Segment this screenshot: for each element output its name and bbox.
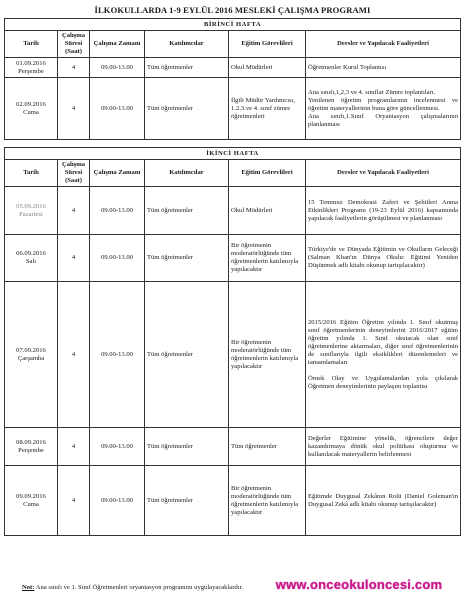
header-zaman: Çalışma Zamanı <box>90 31 145 58</box>
trainer-cell: İlgili Müdür Yardımcısı, 1.2.3.ve 4. sınıf zümre öğretmenleri <box>229 78 306 140</box>
activity-text: Öğretmenler Kurul Toplantısı <box>308 63 387 71</box>
table-row <box>5 282 461 428</box>
hours-cell: 4 <box>58 235 90 282</box>
table-row <box>5 78 461 140</box>
hours-cell: 4 <box>58 78 90 140</box>
day-text: Pazartesi <box>19 210 43 218</box>
hours-cell: 4 <box>58 428 90 466</box>
date-cell <box>5 187 58 235</box>
date-cell <box>5 428 58 466</box>
date-text: 05.09.2016 <box>16 202 46 210</box>
time-cell: 09.00-13.00 <box>90 58 145 78</box>
trainer-cell: Bir öğretmenin moderatörlüğünde tüm öğretmenlerin katılımıyla yapılacaktır <box>229 466 306 536</box>
date-text: 01.09.2016 <box>16 59 46 67</box>
trainer-cell: Okul Müdürleri <box>229 58 306 78</box>
header-sure: Çalışma Süresi (Saat) <box>58 31 90 58</box>
day-text: Cuma <box>23 500 39 508</box>
date-text: 07.09.2016 <box>16 346 46 354</box>
trainer-cell: Bir öğretmenin moderatörlüğünde tüm öğretmenlerin katılımıyla yapılacaktır <box>229 235 306 282</box>
day-text: Çarşamba <box>17 354 45 362</box>
trainer-cell: Okul Müdürleri <box>229 187 306 235</box>
table-row <box>5 235 461 282</box>
table-row <box>5 58 461 78</box>
activities-cell <box>306 78 461 140</box>
time-cell: 09.00-13.00 <box>90 282 145 428</box>
participants-cell: Tüm öğretmenler <box>145 428 229 466</box>
header-katilimcilar: Katılımcılar <box>145 160 229 187</box>
time-cell: 09.00-13.00 <box>90 466 145 536</box>
table-row <box>5 466 461 536</box>
activities-cell <box>306 235 461 282</box>
participants-cell: Tüm öğretmenler <box>145 466 229 536</box>
activities-cell <box>306 187 461 235</box>
activities-cell <box>306 282 461 428</box>
hours-cell: 4 <box>58 58 90 78</box>
date-text: 08.09.2016 <box>16 438 46 446</box>
day-text: Perşembe <box>18 67 44 75</box>
date-text: 09.09.2016 <box>16 492 46 500</box>
week-gap <box>5 140 461 148</box>
day-text: Perşembe <box>18 446 44 454</box>
trainer-cell: Tüm öğretmenler <box>229 428 306 466</box>
header-faaliyetler: Dersler ve Yapılacak Faaliyetleri <box>306 31 461 58</box>
footnote-label: Not: <box>22 584 35 591</box>
footnote-text: Ana sınıfı ve 1. Sınıf Öğretmenleri oryantasyon programını uygulayacaklardır. <box>35 584 244 591</box>
week-title: İKİNCİ HAFTA <box>5 148 461 160</box>
trainer-cell: Bir öğretmenin moderatörlüğünde tüm öğretmenlerin katılımıyla yapılacaktır <box>229 282 306 428</box>
activity-text: Değerler Eğitimine yönelik, öğrencilere değer kazandırmaya dönük okul politikası oluşturma ve kullanılacak materyallerin belirlenmesi <box>308 434 459 458</box>
activity-text: Ana sınıfı,1,2,3 ve 4. sınıflar Zümre toplantıları. <box>308 88 436 96</box>
week-title: BİRİNCİ HAFTA <box>5 19 461 31</box>
day-text: Salı <box>25 258 37 265</box>
participants-cell: Tüm öğretmenler <box>145 187 229 235</box>
header-zaman: Çalışma Zamanı <box>90 160 145 187</box>
participants-cell: Tüm öğretmenler <box>145 235 229 282</box>
page-title: İLKOKULLARDA 1-9 EYLÜL 2016 MESLEKİ ÇALIŞMA PROGRAMI <box>94 5 371 15</box>
activity-text: 15 Temmuz Demokrasi Zaferi ve Şehitleri Anma Etkinlikleri Programı (19-23 Eylül 2016) kapsamında yapılacak faaliyetlerin görüşülmesi ve planlanması <box>308 198 459 222</box>
header-tarih: Tarih <box>5 160 58 187</box>
header-sure: Çalışma Süresi (Saat) <box>58 160 90 187</box>
header-tarih: Tarih <box>5 31 58 58</box>
activities-cell <box>306 428 461 466</box>
activity-text: Yenilenen öğretim programlarının incelenmesi ve öğretim materyallerinin buna göre güncellenmesi. <box>308 96 459 112</box>
participants-cell: Tüm öğretmenler <box>145 282 229 428</box>
date-cell <box>5 235 58 282</box>
date-cell <box>5 282 58 428</box>
activity-text: 2015/2016 Eğitim Öğretim yılında 1. Sınıf okutmuş sınıf öğretmenlerinin deneyimlerini 2016/2017 eğitim öğretim yılında 1. Sınıf okutacak olan sınıf öğretmenlerine aktarmaları, diğer sınıf öğretmenlerinin de sınıflarıyla ilgili eksiklikleri düzenlemeleri ve tamamlamaları <box>308 318 459 366</box>
hours-cell: 4 <box>58 466 90 536</box>
activity-text: Örnek Olay ve Uygulamalardan yola çıkılarak Öğretmen deneyimlerinin paylaşım toplantısı <box>308 374 459 390</box>
date-cell <box>5 58 58 78</box>
watermark-text: www.onceokuloncesi.com <box>275 576 443 592</box>
time-cell: 09.00-13.00 <box>90 428 145 466</box>
header-katilimcilar: Katılımcılar <box>145 31 229 58</box>
date-text: 02.09.2016 <box>16 100 46 108</box>
day-text: Cuma <box>23 108 39 116</box>
activity-text: Eğitimde Duygusal Zekânın Rolü (Daniel Goleman'ın Duygusal Zekâ adlı kitabı okunup tartışılacaktır) <box>308 492 459 508</box>
hours-cell: 4 <box>58 187 90 235</box>
watermark <box>256 572 462 596</box>
activity-text: Ana sınıfı,1.Sınıf Oryantasyon çalışmalarının planlanması <box>308 112 459 128</box>
time-cell: 09.00-13.00 <box>90 78 145 140</box>
activities-cell <box>306 58 461 78</box>
table-row <box>5 428 461 466</box>
date-cell <box>5 78 58 140</box>
schedule-table <box>4 18 461 536</box>
header-gorevliler: Eğitim Görevlileri <box>229 160 306 187</box>
date-text: 06.09.2016 <box>16 250 46 257</box>
participants-cell: Tüm öğretmenler <box>145 58 229 78</box>
header-gorevliler: Eğitim Görevlileri <box>229 31 306 58</box>
participants-cell: Tüm öğretmenler <box>145 78 229 140</box>
time-cell: 09.00-13.00 <box>90 187 145 235</box>
hours-cell: 4 <box>58 282 90 428</box>
table-row <box>5 187 461 235</box>
time-cell: 09.00-13.00 <box>90 235 145 282</box>
activity-text: Türkiye'de ve Dünyada Eğitimin ve Okulların Geleceği (Salman Khan'ın Dünya Okulu: Eğitimi Yeniden Düşünmek adlı kitabı okunup tartışılacaktır) <box>308 246 459 269</box>
activities-cell <box>306 466 461 536</box>
header-faaliyetler: Dersler ve Yapılacak Faaliyetleri <box>306 160 461 187</box>
date-cell <box>5 466 58 536</box>
